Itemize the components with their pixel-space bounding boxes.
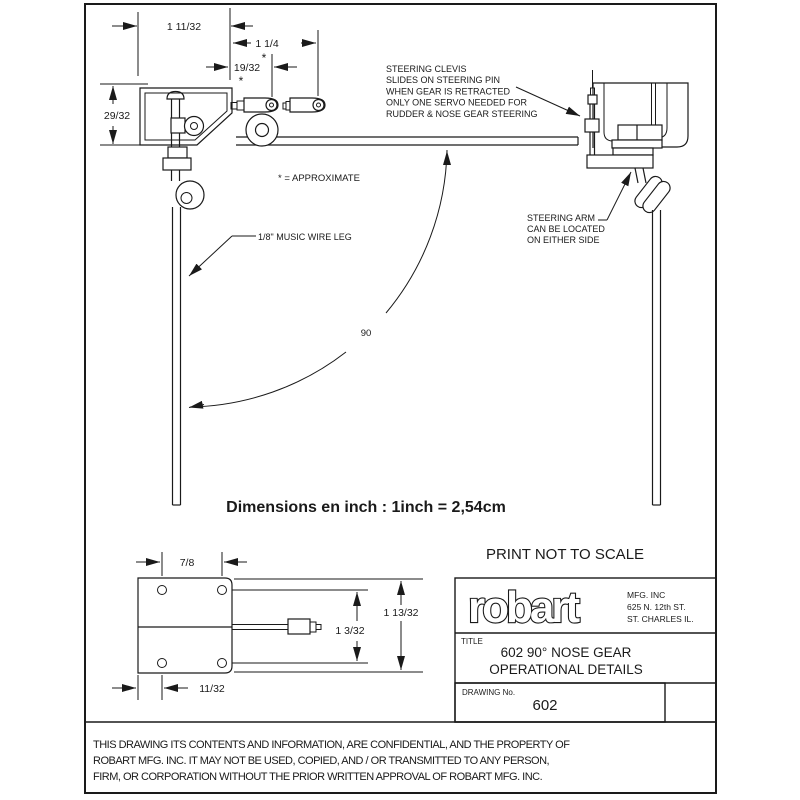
extended-gear-assembly: [140, 88, 578, 505]
pin-body: [288, 619, 310, 634]
pin-tip: [316, 625, 321, 630]
steering-arm-plate: [587, 155, 653, 168]
robart-logo: robart: [468, 583, 578, 632]
dim-hole-span: 7/8: [179, 557, 195, 569]
approximate-note: * = APPROXIMATE: [278, 173, 360, 184]
title-block: [455, 578, 716, 722]
disclaimer-text: ROBART MFG. INC. IT MAY NOT BE USED, COPIED, AND / OR TRANSMITTED TO ANY PERSON,: [93, 755, 550, 767]
mounting-hole: [218, 586, 227, 595]
steering-clevis-note: STEERING CLEVIS: [386, 64, 467, 74]
dim-pin-to-clevis1: 19/32: [233, 62, 261, 74]
mounting-hole: [218, 659, 227, 668]
leader-steering-arm: [607, 172, 631, 220]
dim-hole-row-span: 1 3/32: [335, 625, 365, 637]
retract-block: [618, 125, 662, 140]
steering-arm-note: ON EITHER SIDE: [527, 235, 600, 245]
wire-coil: [176, 181, 204, 209]
swing-arc: [189, 150, 447, 408]
arc-upper: [386, 150, 447, 313]
arc-lower: [190, 352, 346, 407]
drawing-title: OPERATIONAL DETAILS: [489, 662, 643, 677]
annotations: [189, 64, 631, 276]
retract-block-base: [612, 140, 662, 148]
retainer-block-lower: [163, 158, 191, 170]
print-note: PRINT NOT TO SCALE: [485, 546, 645, 563]
mfg-address: ST. CHARLES IL.: [627, 614, 694, 624]
drawing-number: 602: [532, 697, 558, 714]
steering-clevis-note: SLIDES ON STEERING PIN: [386, 75, 501, 86]
top-dimensions: [100, 8, 318, 145]
scale-note: Dimensions en inch : 1inch = 2,54cm: [226, 499, 506, 516]
clevis-2-eye: [313, 100, 324, 111]
asterisk: *: [261, 51, 267, 65]
mfg-address: 625 N. 12th ST.: [627, 602, 686, 612]
wire-upper: [635, 168, 638, 183]
disclaimer-text: THIS DRAWING ITS CONTENTS AND INFORMATION, ARE CONFIDENTIAL, AND THE PROPERTY OF: [93, 739, 570, 751]
mounting-hole: [158, 659, 167, 668]
steering-clevis-note: ONLY ONE SERVO NEEDED FOR: [386, 97, 528, 108]
dim-top-overall: 1 11/32: [166, 21, 202, 33]
angle-label: 90: [360, 328, 372, 339]
steering-clevis-note: WHEN GEAR IS RETRACTED: [386, 86, 511, 97]
disclaimer-block: [85, 722, 716, 783]
dim-pin-to-clevis2: 1 1/4: [255, 38, 279, 50]
steering-arm-note: STEERING ARM: [527, 213, 596, 223]
mounting-plate-view: [112, 552, 423, 700]
asterisk: *: [238, 74, 244, 88]
drawing-no-label: DRAWING No.: [462, 688, 516, 697]
leader-music-wire: [189, 236, 232, 276]
steering-arm-clamp: [171, 118, 185, 133]
steering-arm-step: [613, 148, 653, 155]
steering-arm-note: CAN BE LOCATED: [527, 224, 605, 234]
steering-clevis-note: RUDDER & NOSE GEAR STEERING: [386, 108, 538, 119]
drawing-title: 602 90° NOSE GEAR: [500, 645, 632, 660]
mount-bracket: [140, 88, 232, 145]
wire-upper: [643, 168, 646, 183]
pin-tip: [310, 622, 316, 632]
steering-pin-cap: [588, 95, 597, 104]
disclaimer-text: FIRM, OR CORPORATION WITHOUT THE PRIOR WRITTEN APPROVAL OF ROBART MFG. INC.: [93, 771, 543, 783]
pushrod-stub: [237, 101, 244, 110]
retainer-block-upper: [168, 147, 187, 158]
mounting-hole: [158, 586, 167, 595]
rail-roller: [246, 114, 278, 146]
title-label: TITLE: [461, 637, 483, 646]
dim-bracket-height: 29/32: [103, 110, 131, 122]
mount-bracket-inner: [145, 93, 227, 140]
music-wire-note: 1/8" MUSIC WIRE LEG: [258, 232, 352, 242]
steering-clevis-block: [585, 119, 599, 132]
pivot-boss: [185, 117, 204, 136]
dim-plate-height: 1 13/32: [383, 607, 419, 619]
mfg-address: MFG. INC: [627, 590, 666, 600]
clevis-1-eye: [266, 100, 277, 111]
retracted-gear-assembly: [585, 70, 688, 505]
dim-edge-to-hole: 11/32: [199, 683, 225, 695]
